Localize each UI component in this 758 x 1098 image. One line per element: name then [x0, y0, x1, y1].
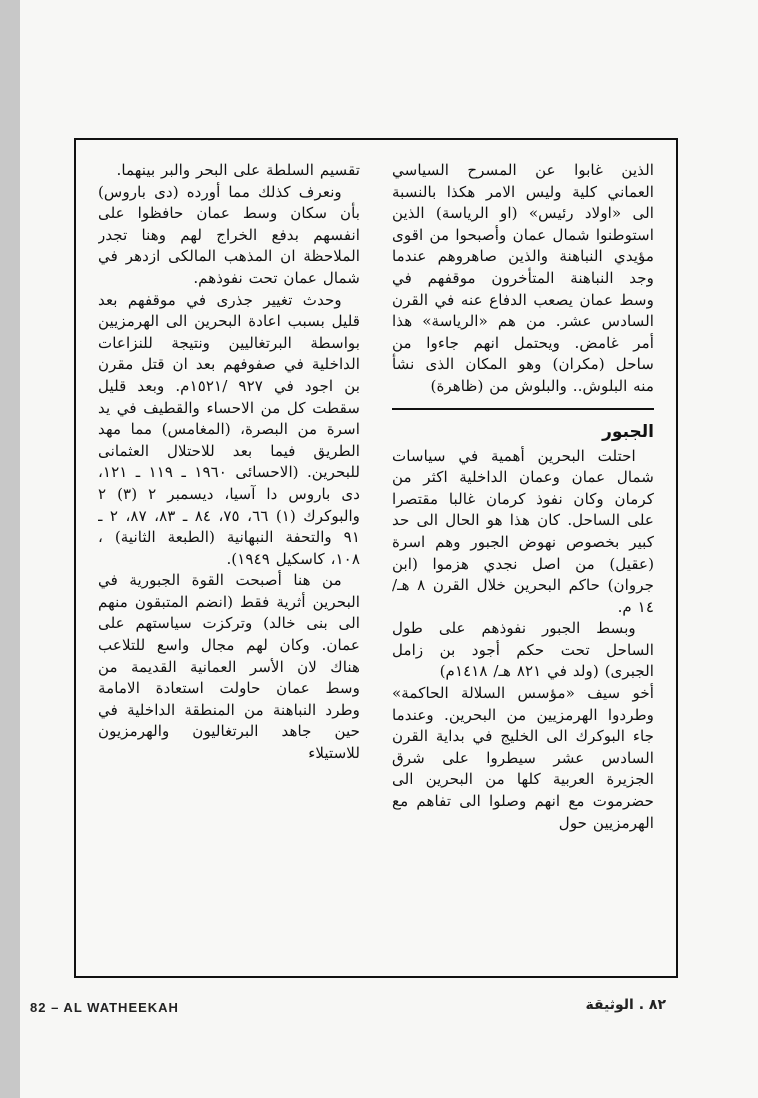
- left-column: [98, 160, 360, 964]
- footer-page-label-en: 82 – AL WATHEEKAH: [30, 1000, 179, 1015]
- right-column: [392, 160, 654, 964]
- section-jubur: [392, 408, 654, 835]
- left-paragraph-3: وحدث تغيير جذرى في موقفهم بعد قليل بسبب اعادة البحرين الى الهرمزيين بواسطة البرتغاليين ونتيجة للنزاعات الداخلية في صفوفهم بعد ان قتل مقرن بن اجود في ٩٢٧ /١٥٢١م. وبعد قليل سقطت كل من الاحساء والقطيف في يد اسرة من البصرة، (المغامس) مما مهد الطريق فيما بعد للاحتلال العثمانى للبحرين. (الاحسائى ١٩٦٠ ـ ١١٩ ـ ١٢١، دى باروس دا آسيا، ديسمبر ٢ (٣) ٢ والبوكرك (١) ٦٦، ٧٥، ٨٤ ـ ٨٣، ٨٧، ٢ ـ ٩١ والتحفة النبهانية (الطبعة الثانية) ، ١٠٨، كاسكيل ١٩٤٩).: [98, 290, 360, 568]
- left-paragraph-4: من هنا أصبحت القوة الجبورية في البحرين أثرية فقط (انضم المتبقون منهم الى بنى خالد) وتركزت سياستهم على عمان. وكان لهم مجال واسع للتلاعب هناك لان الأسر العمانية القديمة من وسط عمان حاولت استعادة الامامة وطرد النباهنة من المنطقة الداخلية في حين جاهد البرتغاليون والهرمزيون للاستيلاء: [98, 571, 360, 763]
- scan-edge-strip: [0, 0, 20, 1098]
- right-paragraph-1: الذين غابوا عن المسرح السياسي العماني كلية وليس الامر هكذا بالنسبة الى «اولاد رئيس» (او الرياسة) الذين استوطنوا شمال عمان وأصبحوا من اقوى مؤيدي النباهنة والذين صاهروهم عندما وجد النباهنة المتأخرون موقفهم في وسط عمان يصعب الدفاع عنه في القرن السادس عشر. من هم «الرياسة» هذا أمر غامض. ويحتمل انهم جاءوا من ساحل (مكران) وهو المكان الذى نشأ منه البلوش.. والبلوش من (ظاهرة): [392, 161, 654, 395]
- section-heading: الجبور: [602, 421, 654, 442]
- article-frame: [74, 138, 678, 978]
- left-paragraph-2: ونعرف كذلك مما أورده (دى باروس) بأن سكان وسط عمان حافظوا على انفسهم بدفع الخراج لهم وهنا تجدر الملاحظة ان المذهب المالكى ازدهر في شمال عمان تحت نفوذهم.: [98, 182, 360, 287]
- right-paragraph-4: أخو سيف «مؤسس السلالة الحاكمة» وطردوا الهرمزيين من البحرين. وعندما جاء البوكرك الى الخليج في بداية القرن السادس عشر سيطروا على شرق الجزيرة العربية كلها من البحرين الى حضرموت مع انهم وصلوا الى تفاهم مع الهرمزيين حول: [392, 684, 654, 832]
- right-paragraph-3: وبسط الجبور نفوذهم على طول الساحل تحت حكم أجود بن زامل الجبرى) (ولد في ٨٢١ هـ/ ١٤١٨م): [392, 619, 654, 681]
- right-paragraph-2: احتلت البحرين أهمية في سياسات شمال عمان وعمان الداخلية اكثر من كرمان وكان نفوذ كرمان غالبا مقتصرا على الساحل. كان هذا هو الحال الى حد كبير بخصوص نهوض الجبور وهم اسرة (عقيل) من اصل نجدي هزموا (ابن جروان) حاكم البحرين خلال القرن ٨ هـ/ ١٤ م.: [392, 446, 654, 616]
- footer-page-label-ar: ٨٢ . الوثيقة: [585, 997, 666, 1013]
- left-paragraph-1: تقسيم السلطة على البحر والبر بينهما.: [116, 161, 360, 179]
